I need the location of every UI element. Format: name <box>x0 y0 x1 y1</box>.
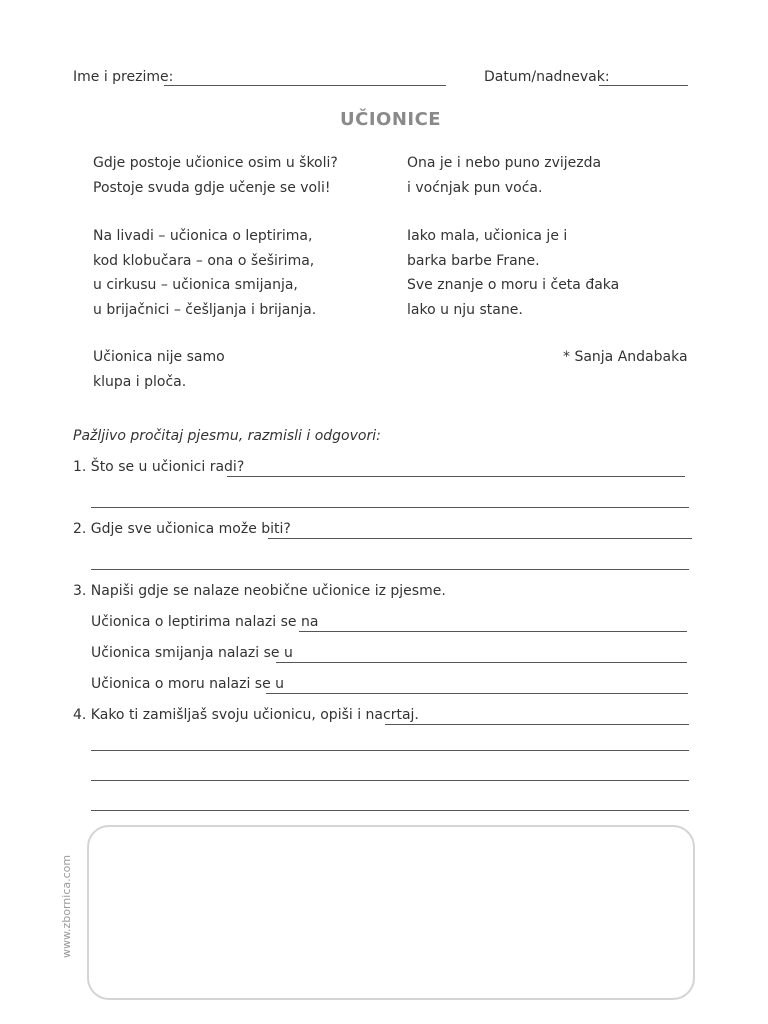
poem-line: Gdje postoje učionice osim u školi? <box>93 155 338 171</box>
poem-line: kod klobučara – ona o šeširima, <box>93 252 315 269</box>
name-field[interactable] <box>164 85 446 86</box>
answer-line-4b[interactable] <box>91 750 689 751</box>
answer-line-2a[interactable] <box>268 538 692 539</box>
question-3b: Učionica smijanja nalazi se u <box>91 645 293 661</box>
poem-line: barka barbe Frane. <box>407 252 540 269</box>
date-label: Datum/nadnevak: <box>484 69 610 85</box>
page-title: UČIONICE <box>340 109 442 130</box>
poem-line: i voćnjak pun voća. <box>407 179 543 196</box>
answer-line-2b[interactable] <box>91 569 689 570</box>
poem-line: Postoje svuda gdje učenje se voli! <box>93 179 331 196</box>
question-3a: Učionica o leptirima nalazi se na <box>91 614 319 630</box>
name-label: Ime i prezime: <box>73 69 174 85</box>
poem-line: klupa i ploča. <box>93 373 187 390</box>
question-4: 4. Kako ti zamišljaš svoju učionicu, opiši i nacrtaj. <box>73 707 419 723</box>
poem-line: Na livadi – učionica o leptirima, <box>93 228 313 244</box>
answer-line-1a[interactable] <box>227 476 685 477</box>
instructions: Pažljivo pročitaj pjesmu, razmisli i odgovori: <box>73 428 381 444</box>
answer-line-4c[interactable] <box>91 780 689 781</box>
poem-author: * Sanja Andabaka <box>563 349 688 365</box>
question-3c: Učionica o moru nalazi se u <box>91 676 285 692</box>
poem-line: lako u nju stane. <box>407 301 523 318</box>
date-field[interactable] <box>599 85 688 86</box>
drawing-box[interactable] <box>87 825 695 1000</box>
poem-line: Sve znanje o moru i četa đaka <box>407 277 620 293</box>
question-1: 1. Što se u učionici radi? <box>73 459 245 475</box>
answer-line-1b[interactable] <box>91 507 689 508</box>
poem-line: Iako mala, učionica je i <box>407 228 568 244</box>
answer-line-3c[interactable] <box>266 693 688 694</box>
answer-line-4d[interactable] <box>91 810 689 811</box>
poem-left-stanza-2 <box>93 224 316 322</box>
answer-line-3b[interactable] <box>276 662 687 663</box>
question-2: 2. Gdje sve učionica može biti? <box>73 521 291 537</box>
poem-right-stanza-2 <box>407 224 619 322</box>
poem-line: Učionica nije samo <box>93 349 225 365</box>
poem-right-stanza-1 <box>407 151 601 200</box>
poem-line: u brijačnici – češljanja i brijanja. <box>93 301 317 318</box>
poem-line: Ona je i nebo puno zvijezda <box>407 155 602 171</box>
watermark-url: www.zbornica.com <box>60 854 73 958</box>
poem-left-stanza-1 <box>93 151 338 200</box>
poem-line: u cirkusu – učionica smijanja, <box>93 277 298 293</box>
answer-line-4a[interactable] <box>385 724 689 725</box>
question-3: 3. Napiši gdje se nalaze neobične učionice iz pjesme. <box>73 583 446 599</box>
answer-line-3a[interactable] <box>299 631 687 632</box>
poem-left-stanza-3 <box>93 345 225 394</box>
